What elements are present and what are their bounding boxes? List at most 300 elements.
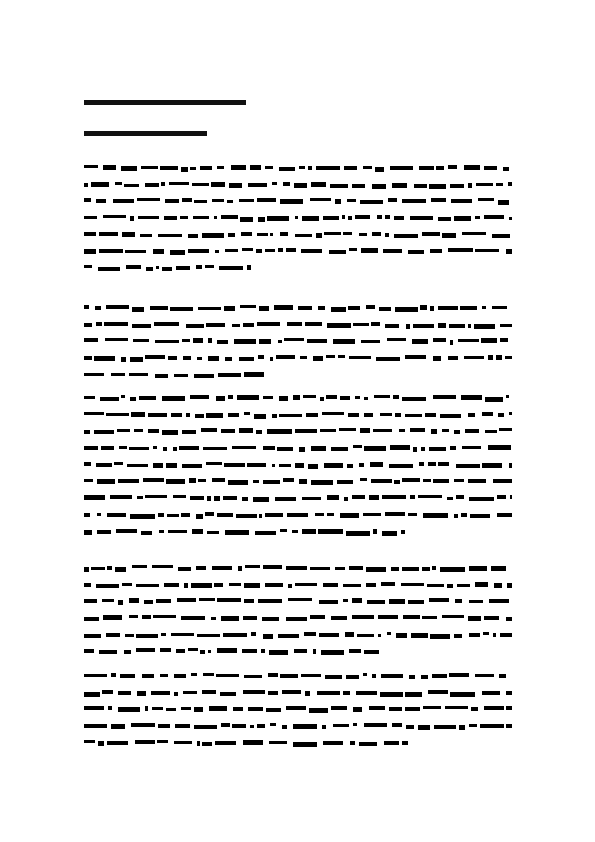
text-line bbox=[84, 627, 512, 644]
glyph-run bbox=[102, 690, 113, 694]
glyph-run bbox=[422, 567, 430, 571]
glyph-run bbox=[258, 217, 265, 222]
glyph-run bbox=[375, 167, 384, 172]
glyph-run bbox=[105, 338, 128, 341]
glyph-run bbox=[322, 412, 344, 415]
glyph-run bbox=[394, 234, 418, 238]
glyph-run bbox=[144, 600, 153, 604]
glyph-run bbox=[197, 634, 220, 637]
glyph-run bbox=[475, 674, 494, 677]
glyph-run bbox=[242, 649, 257, 653]
glyph-run bbox=[430, 249, 442, 253]
glyph-run bbox=[496, 183, 503, 186]
glyph-run bbox=[356, 691, 377, 695]
glyph-run bbox=[146, 267, 153, 271]
glyph-run bbox=[171, 413, 182, 417]
glyph-run bbox=[225, 249, 238, 252]
glyph-run bbox=[84, 513, 90, 517]
glyph-run bbox=[385, 215, 390, 219]
glyph-run bbox=[100, 397, 119, 401]
glyph-run bbox=[459, 725, 465, 730]
glyph-run bbox=[469, 497, 494, 501]
glyph-run bbox=[484, 616, 499, 620]
glyph-run bbox=[378, 634, 381, 637]
glyph-run bbox=[84, 232, 96, 236]
glyph-run bbox=[159, 530, 164, 533]
glyph-run bbox=[166, 479, 185, 484]
glyph-run bbox=[485, 430, 497, 433]
glyph-run bbox=[166, 463, 177, 468]
glyph-run bbox=[308, 166, 312, 170]
glyph-run bbox=[385, 233, 389, 237]
glyph-run bbox=[348, 413, 359, 417]
glyph-run bbox=[465, 429, 479, 433]
glyph-run bbox=[244, 599, 254, 603]
glyph-run bbox=[136, 584, 159, 587]
glyph-run bbox=[136, 634, 158, 638]
glyph-run bbox=[132, 324, 151, 328]
glyph-run bbox=[129, 598, 139, 603]
glyph-run bbox=[155, 374, 168, 378]
glyph-run bbox=[194, 725, 217, 729]
glyph-run bbox=[84, 479, 93, 482]
glyph-run bbox=[253, 497, 269, 502]
glyph-run bbox=[320, 397, 324, 401]
glyph-run bbox=[283, 182, 290, 186]
glyph-run bbox=[182, 198, 192, 202]
glyph-run bbox=[114, 462, 123, 465]
glyph-run bbox=[160, 166, 178, 170]
glyph-run bbox=[427, 584, 444, 587]
glyph-run bbox=[438, 306, 458, 310]
glyph-run bbox=[299, 479, 307, 484]
glyph-run bbox=[433, 479, 449, 483]
glyph-run bbox=[279, 464, 291, 467]
glyph-run bbox=[340, 396, 350, 400]
glyph-run bbox=[227, 200, 233, 203]
glyph-run bbox=[432, 674, 447, 678]
glyph-run bbox=[175, 724, 190, 728]
glyph-run bbox=[84, 706, 104, 710]
glyph-run bbox=[194, 200, 207, 203]
glyph-run bbox=[363, 166, 372, 169]
glyph-run bbox=[173, 447, 177, 451]
glyph-run bbox=[359, 742, 377, 746]
glyph-run bbox=[449, 673, 469, 677]
glyph-run bbox=[107, 566, 112, 570]
glyph-run bbox=[360, 200, 383, 204]
glyph-run bbox=[429, 184, 446, 189]
glyph-run bbox=[121, 395, 125, 398]
glyph-run bbox=[216, 396, 225, 401]
glyph-run bbox=[484, 215, 504, 219]
glyph-run bbox=[194, 707, 203, 712]
glyph-run bbox=[300, 356, 307, 359]
glyph-run bbox=[267, 429, 292, 434]
glyph-run bbox=[323, 583, 338, 587]
glyph-run bbox=[456, 495, 464, 499]
glyph-run bbox=[433, 395, 456, 399]
glyph-run bbox=[480, 724, 504, 728]
glyph-run bbox=[111, 673, 116, 677]
glyph-run bbox=[84, 183, 88, 187]
glyph-run bbox=[282, 725, 287, 729]
glyph-run bbox=[174, 692, 178, 696]
glyph-run bbox=[190, 496, 204, 500]
glyph-run bbox=[349, 649, 361, 653]
glyph-run bbox=[143, 478, 164, 482]
glyph-run bbox=[223, 496, 237, 500]
glyph-run bbox=[338, 355, 345, 358]
glyph-run bbox=[442, 429, 449, 432]
glyph-run bbox=[406, 324, 410, 329]
glyph-run bbox=[392, 723, 402, 727]
glyph-run bbox=[489, 599, 509, 603]
glyph-run bbox=[391, 567, 399, 571]
glyph-run bbox=[272, 182, 277, 185]
glyph-run bbox=[148, 413, 167, 417]
glyph-run bbox=[403, 615, 420, 619]
glyph-run bbox=[95, 306, 101, 310]
glyph-run bbox=[329, 250, 346, 254]
glyph-run bbox=[107, 513, 126, 517]
glyph-run bbox=[154, 322, 179, 326]
glyph-run bbox=[327, 513, 334, 516]
glyph-run bbox=[186, 324, 204, 328]
glyph-run bbox=[488, 355, 493, 360]
glyph-run bbox=[181, 513, 190, 517]
glyph-run bbox=[335, 199, 341, 204]
glyph-run bbox=[388, 198, 397, 202]
glyph-run bbox=[177, 598, 196, 602]
glyph-run bbox=[402, 199, 426, 203]
glyph-run bbox=[279, 414, 302, 417]
glyph-run bbox=[396, 633, 407, 638]
glyph-run bbox=[353, 723, 357, 726]
glyph-run bbox=[310, 198, 331, 201]
glyph-run bbox=[364, 723, 387, 727]
glyph-run bbox=[421, 675, 428, 679]
glyph-run bbox=[189, 478, 196, 483]
glyph-run bbox=[197, 357, 202, 360]
glyph-run bbox=[387, 632, 391, 635]
glyph-run bbox=[509, 412, 512, 415]
glyph-run bbox=[94, 356, 115, 361]
glyph-run bbox=[111, 724, 125, 729]
glyph-run bbox=[287, 322, 302, 326]
glyph-run bbox=[284, 338, 304, 341]
glyph-run bbox=[259, 306, 269, 311]
glyph-run bbox=[108, 706, 112, 710]
glyph-run bbox=[390, 445, 410, 450]
glyph-run bbox=[118, 707, 140, 712]
glyph-run bbox=[450, 184, 464, 188]
glyph-run bbox=[162, 267, 172, 271]
text-line bbox=[84, 390, 512, 407]
glyph-run bbox=[190, 167, 196, 170]
glyph-run bbox=[162, 396, 185, 401]
text-line bbox=[84, 440, 512, 457]
glyph-run bbox=[129, 373, 148, 376]
glyph-run bbox=[256, 430, 262, 434]
glyph-run bbox=[451, 199, 472, 203]
glyph-run bbox=[239, 428, 253, 433]
glyph-run bbox=[369, 706, 385, 710]
glyph-run bbox=[104, 322, 128, 326]
glyph-run bbox=[292, 530, 298, 533]
glyph-run bbox=[214, 496, 220, 501]
glyph-run bbox=[255, 531, 276, 535]
glyph-run bbox=[244, 412, 250, 415]
glyph-run bbox=[352, 615, 374, 619]
glyph-run bbox=[497, 513, 512, 517]
text-line bbox=[84, 577, 512, 594]
glyph-run bbox=[257, 724, 265, 728]
glyph-run bbox=[298, 306, 312, 310]
glyph-run bbox=[170, 250, 185, 255]
glyph-run bbox=[101, 446, 114, 450]
glyph-run bbox=[347, 199, 356, 202]
glyph-run bbox=[224, 306, 235, 311]
glyph-run bbox=[151, 691, 170, 695]
glyph-run bbox=[229, 183, 242, 188]
glyph-run bbox=[117, 429, 130, 432]
glyph-run bbox=[243, 616, 257, 620]
glyph-run bbox=[240, 217, 253, 222]
glyph-run bbox=[84, 567, 89, 572]
glyph-run bbox=[268, 691, 278, 695]
glyph-run bbox=[167, 514, 179, 517]
glyph-run bbox=[343, 584, 361, 587]
glyph-run bbox=[84, 617, 99, 621]
glyph-run bbox=[387, 338, 406, 341]
glyph-run bbox=[278, 634, 299, 638]
text-line bbox=[84, 593, 512, 610]
glyph-run bbox=[99, 249, 123, 253]
glyph-run bbox=[232, 446, 256, 449]
glyph-run bbox=[183, 356, 191, 360]
glyph-run bbox=[339, 428, 356, 431]
glyph-run bbox=[140, 234, 152, 237]
text-line bbox=[84, 643, 512, 660]
glyph-run bbox=[96, 584, 119, 588]
glyph-run bbox=[205, 512, 214, 516]
glyph-run bbox=[326, 355, 335, 358]
glyph-run bbox=[389, 599, 405, 604]
glyph-run bbox=[179, 446, 199, 450]
glyph-run bbox=[364, 446, 386, 451]
glyph-run bbox=[237, 395, 259, 400]
glyph-run bbox=[485, 397, 503, 402]
glyph-run bbox=[196, 514, 203, 519]
glyph-run bbox=[364, 650, 379, 654]
glyph-run bbox=[410, 428, 425, 432]
glyph-run bbox=[327, 495, 339, 500]
text-line bbox=[84, 210, 512, 227]
glyph-run bbox=[340, 513, 359, 518]
glyph-run bbox=[181, 167, 188, 172]
glyph-run bbox=[438, 462, 449, 466]
glyph-run bbox=[420, 305, 427, 310]
glyph-run bbox=[376, 357, 400, 361]
glyph-run bbox=[394, 216, 404, 220]
glyph-run bbox=[378, 615, 398, 619]
glyph-run bbox=[423, 513, 448, 518]
glyph-run bbox=[381, 674, 403, 678]
glyph-run bbox=[206, 462, 222, 465]
glyph-run bbox=[440, 414, 461, 418]
glyph-run bbox=[372, 184, 386, 189]
glyph-run bbox=[133, 339, 149, 342]
glyph-run bbox=[208, 338, 212, 343]
glyph-run bbox=[491, 566, 506, 571]
glyph-run bbox=[241, 232, 252, 236]
glyph-run bbox=[295, 583, 317, 586]
glyph-run bbox=[84, 198, 91, 202]
glyph-run bbox=[360, 478, 367, 481]
glyph-run bbox=[99, 232, 118, 236]
glyph-run bbox=[142, 674, 154, 678]
glyph-run bbox=[295, 216, 298, 219]
glyph-run bbox=[448, 248, 473, 252]
glyph-run bbox=[197, 741, 200, 746]
glyph-run bbox=[84, 462, 91, 466]
glyph-run bbox=[168, 356, 177, 360]
glyph-run bbox=[97, 530, 111, 534]
glyph-run bbox=[492, 234, 510, 238]
glyph-run bbox=[156, 266, 159, 269]
glyph-run bbox=[203, 447, 227, 450]
glyph-run bbox=[208, 356, 219, 361]
glyph-run bbox=[359, 233, 367, 236]
glyph-run bbox=[259, 339, 271, 344]
glyph-run bbox=[247, 265, 251, 270]
glyph-run bbox=[280, 529, 287, 532]
document-title-bar bbox=[84, 100, 246, 105]
text-line bbox=[84, 457, 512, 474]
glyph-run bbox=[313, 356, 323, 361]
glyph-run bbox=[275, 497, 296, 501]
glyph-run bbox=[301, 674, 321, 677]
glyph-run bbox=[145, 355, 165, 359]
glyph-run bbox=[164, 216, 177, 220]
glyph-run bbox=[270, 357, 273, 361]
text-line bbox=[84, 367, 512, 384]
glyph-run bbox=[198, 307, 221, 310]
glyph-run bbox=[478, 198, 494, 201]
glyph-run bbox=[372, 232, 381, 236]
glyph-run bbox=[475, 249, 499, 252]
glyph-run bbox=[310, 615, 325, 619]
glyph-run bbox=[412, 339, 428, 344]
text-line bbox=[84, 260, 512, 277]
glyph-run bbox=[295, 463, 304, 468]
glyph-run bbox=[274, 305, 293, 310]
glyph-run bbox=[269, 741, 287, 744]
glyph-run bbox=[319, 633, 339, 637]
glyph-run bbox=[506, 395, 509, 398]
glyph-run bbox=[287, 513, 308, 517]
glyph-run bbox=[84, 396, 95, 399]
glyph-run bbox=[311, 182, 326, 187]
glyph-run bbox=[170, 307, 193, 311]
glyph-run bbox=[244, 675, 262, 678]
text-line bbox=[84, 177, 512, 194]
glyph-run bbox=[364, 413, 373, 417]
glyph-run bbox=[153, 446, 157, 449]
glyph-run bbox=[389, 464, 413, 468]
glyph-run bbox=[217, 166, 224, 169]
glyph-run bbox=[142, 615, 151, 619]
text-line bbox=[84, 735, 512, 752]
glyph-run bbox=[366, 583, 376, 587]
glyph-run bbox=[180, 216, 188, 219]
glyph-run bbox=[414, 184, 427, 188]
glyph-run bbox=[372, 674, 376, 678]
glyph-run bbox=[196, 265, 202, 269]
glyph-run bbox=[270, 723, 276, 726]
glyph-run bbox=[91, 182, 109, 187]
glyph-run bbox=[122, 232, 135, 237]
glyph-run bbox=[353, 323, 369, 326]
glyph-run bbox=[349, 566, 363, 570]
glyph-run bbox=[410, 495, 415, 499]
glyph-run bbox=[305, 322, 322, 326]
text-line bbox=[84, 350, 512, 367]
glyph-run bbox=[347, 464, 353, 468]
glyph-run bbox=[431, 198, 446, 202]
glyph-run bbox=[265, 513, 283, 517]
glyph-run bbox=[377, 215, 382, 219]
glyph-run bbox=[309, 708, 328, 713]
glyph-run bbox=[402, 397, 426, 401]
glyph-run bbox=[357, 634, 374, 637]
glyph-run bbox=[288, 584, 292, 588]
glyph-run bbox=[454, 634, 462, 638]
glyph-run bbox=[390, 166, 413, 170]
glyph-run bbox=[450, 446, 456, 450]
glyph-run bbox=[408, 250, 424, 254]
glyph-run bbox=[506, 724, 512, 728]
glyph-run bbox=[344, 166, 357, 170]
glyph-run bbox=[395, 307, 418, 312]
glyph-run bbox=[182, 464, 202, 468]
glyph-run bbox=[139, 396, 156, 400]
glyph-run bbox=[405, 414, 422, 417]
glyph-run bbox=[84, 412, 104, 415]
glyph-run bbox=[302, 216, 319, 221]
glyph-run bbox=[84, 265, 92, 268]
glyph-run bbox=[506, 691, 512, 695]
glyph-run bbox=[506, 706, 512, 710]
glyph-run bbox=[221, 429, 235, 433]
glyph-run bbox=[293, 395, 300, 400]
glyph-run bbox=[160, 674, 168, 677]
glyph-run bbox=[280, 199, 303, 204]
glyph-run bbox=[84, 216, 97, 219]
glyph-run bbox=[116, 529, 137, 533]
glyph-run bbox=[457, 584, 470, 587]
glyph-run bbox=[202, 742, 212, 746]
glyph-run bbox=[431, 429, 437, 434]
glyph-run bbox=[96, 322, 102, 326]
text-line bbox=[84, 718, 512, 735]
glyph-run bbox=[425, 413, 436, 417]
glyph-run bbox=[405, 355, 426, 359]
glyph-run bbox=[98, 741, 104, 746]
glyph-run bbox=[173, 495, 186, 498]
glyph-run bbox=[132, 307, 144, 312]
